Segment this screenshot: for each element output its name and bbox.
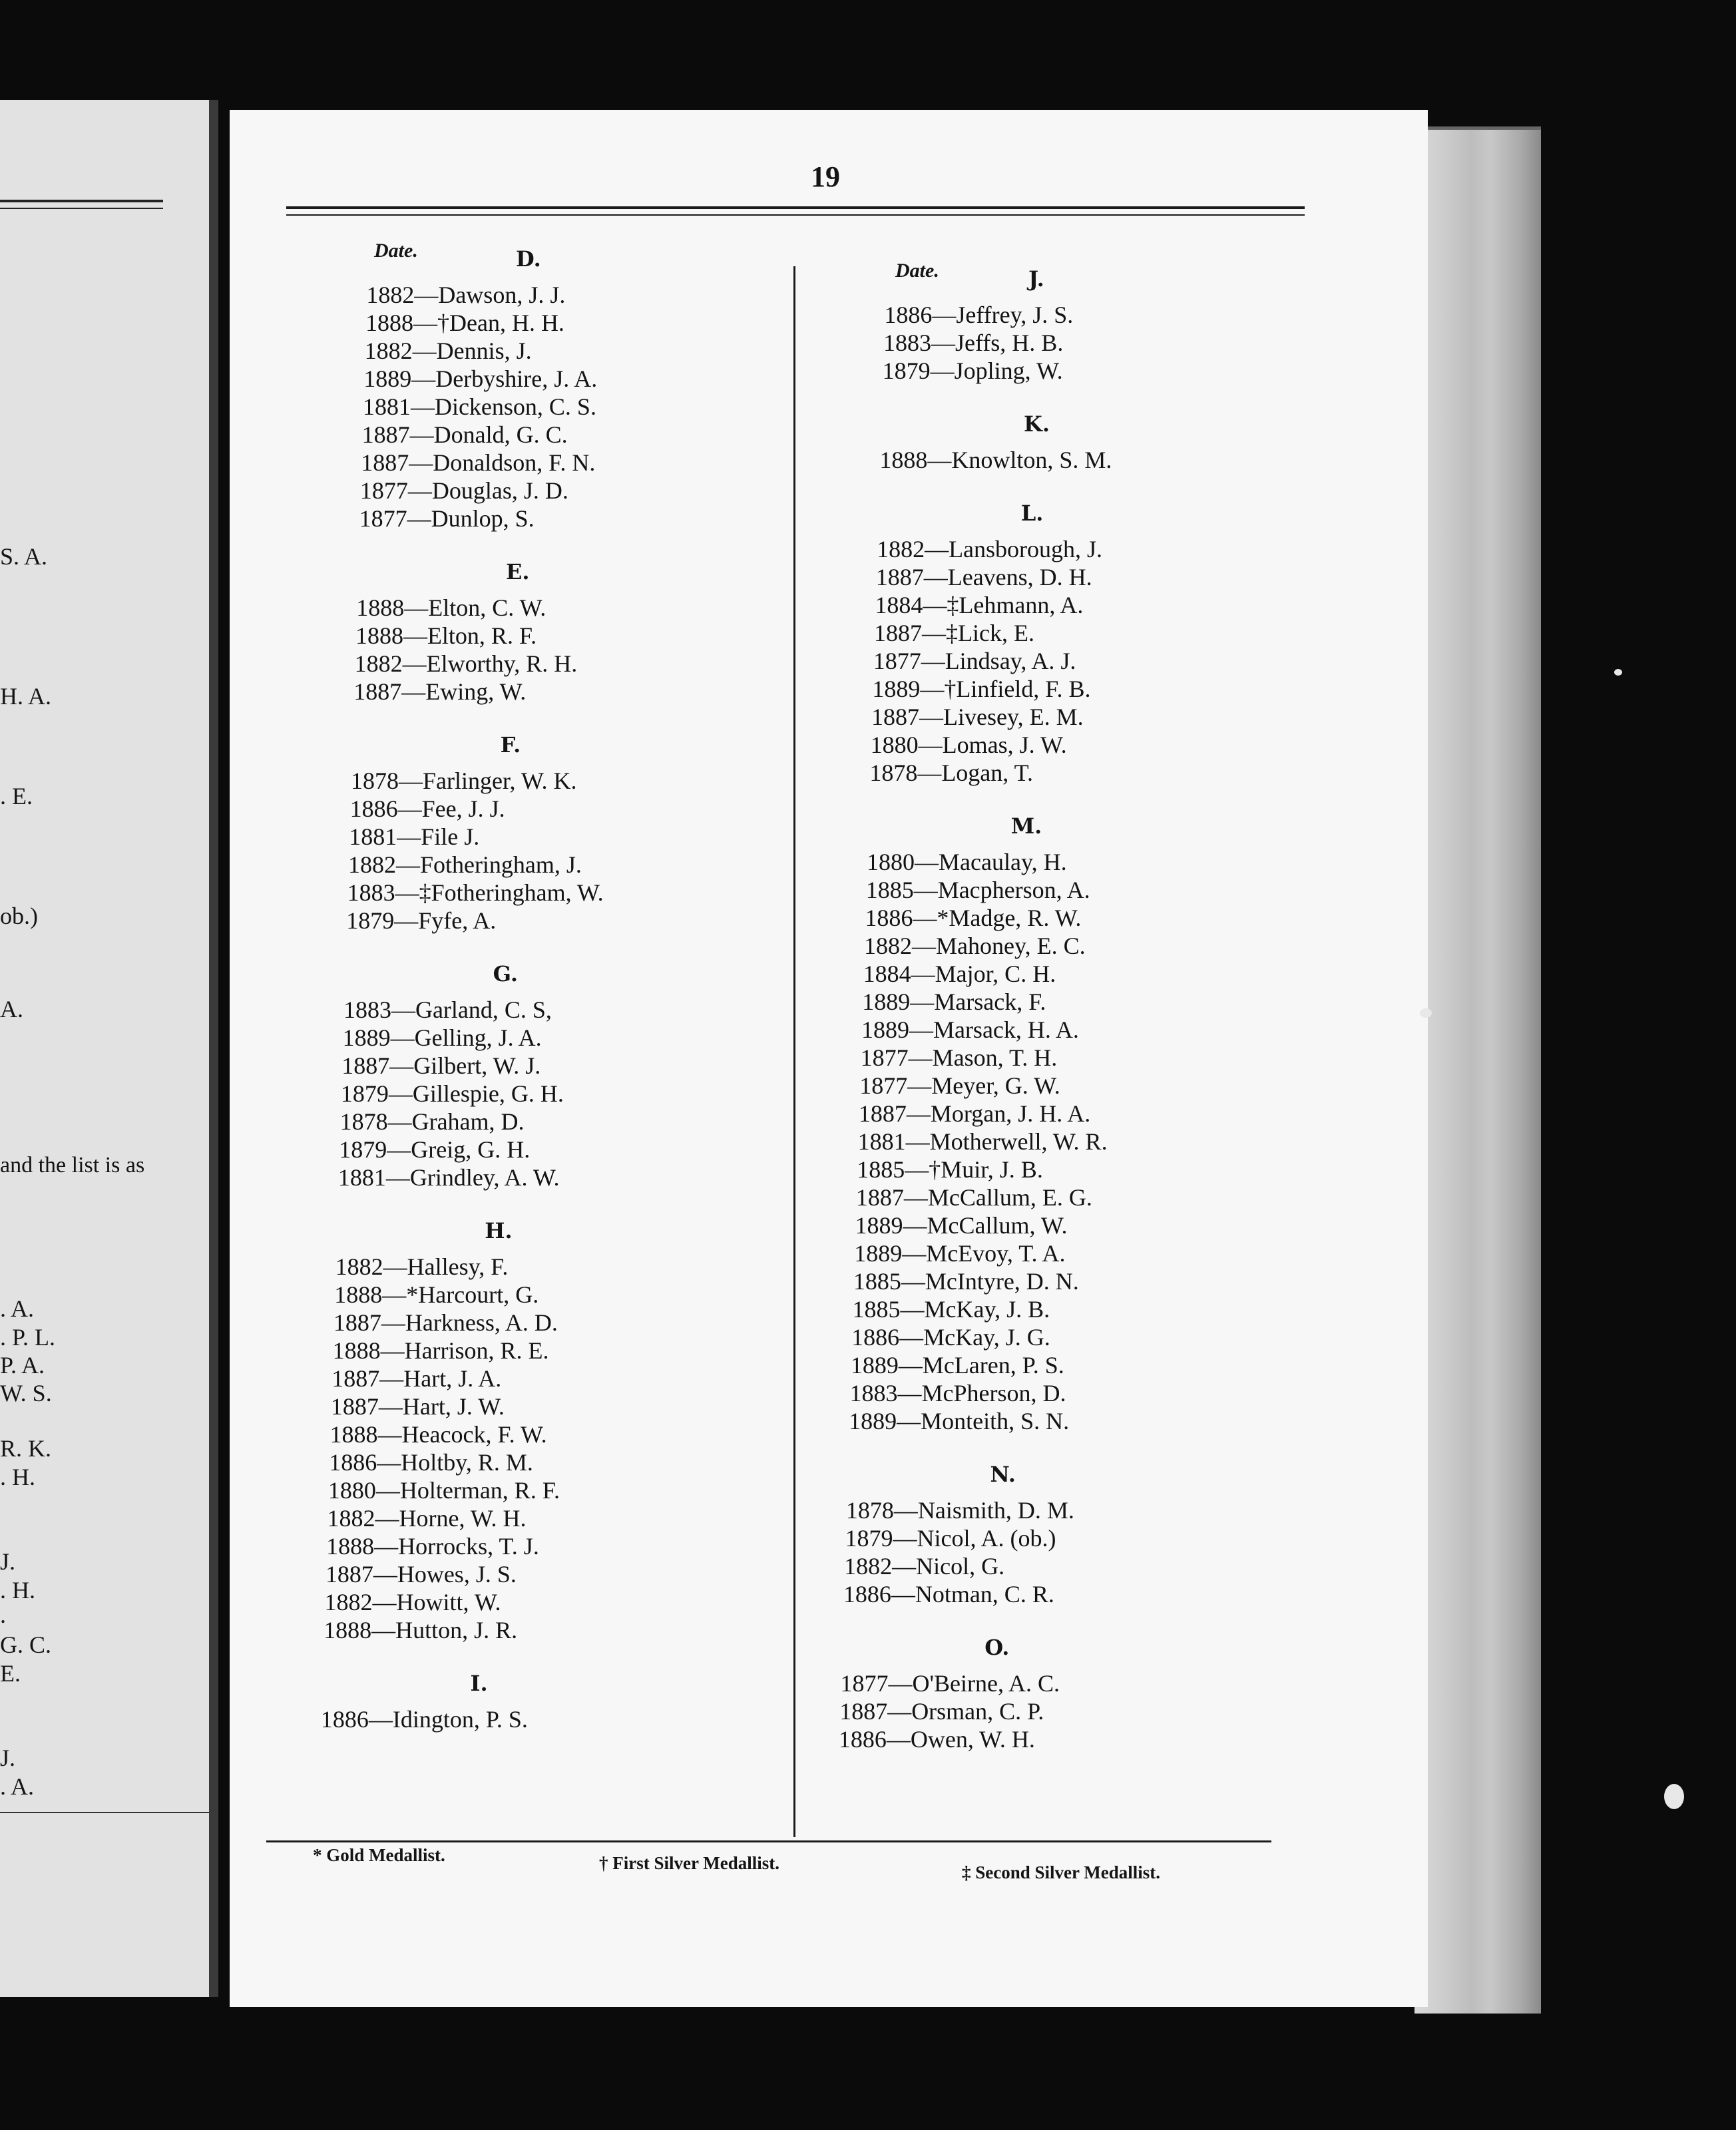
register-entry: 1888—*Harcourt, G. <box>334 1281 539 1308</box>
left-fragment: J. <box>0 1745 16 1771</box>
register-entry: 1889—Monteith, S. N. <box>849 1408 1070 1434</box>
legend-gold-medallist: * Gold Medallist. <box>313 1845 445 1865</box>
register-entry: 1889—McCallum, W. <box>855 1212 1068 1239</box>
page-number: 19 <box>811 160 840 193</box>
left-page-rule <box>0 200 163 202</box>
register-entry: 1885—†Muir, J. B. <box>857 1156 1043 1183</box>
register-entry: 1889—†Linfield, F. B. <box>872 676 1091 702</box>
section-letter: G. <box>493 961 518 986</box>
register-entry: 1881—Motherwell, W. R. <box>857 1128 1108 1155</box>
register-entry: 1881—File J. <box>349 823 480 850</box>
left-fragment: . P. L. <box>0 1324 56 1351</box>
left-fragment: J. <box>0 1548 16 1575</box>
section-letter: I. <box>470 1671 488 1696</box>
register-entry: 1878—Logan, T. <box>869 759 1033 786</box>
register-entry: 1889—Derbyshire, J. A. <box>363 365 598 392</box>
register-entry: 1882—Nicol, G. <box>844 1553 1005 1580</box>
dust-speck <box>1664 1784 1684 1809</box>
legend-second-silver-medallist: ‡ Second Silver Medallist. <box>962 1862 1161 1882</box>
section-letter: M. <box>1010 813 1042 839</box>
register-entry: 1888—†Dean, H. H. <box>365 310 564 336</box>
section-letter: F. <box>500 732 521 757</box>
register-entry: 1884—‡Lehmann, A. <box>875 592 1084 618</box>
register-entry: 1882—Fotheringham, J. <box>347 851 582 878</box>
left-fragment: ob.) <box>0 903 38 929</box>
register-entry: 1886—Fee, J. J. <box>349 795 505 822</box>
register-entry: 1888—Harrison, R. E. <box>332 1337 549 1364</box>
section-letter: L. <box>1020 501 1044 526</box>
register-entry: 1887—‡Lick, E. <box>874 620 1034 646</box>
register-entry: 1888—Hutton, J. R. <box>324 1617 518 1643</box>
section-letter: J. <box>1028 266 1044 292</box>
register-entry: 1882—Dennis, J. <box>364 337 532 364</box>
register-entry: 1888—Elton, C. W. <box>356 594 546 621</box>
previous-page <box>0 100 218 1997</box>
register-entry: 1882—Howitt, W. <box>324 1589 501 1615</box>
top-rule-thin <box>286 214 1305 216</box>
section-letter: N. <box>990 1462 1016 1487</box>
register-entry: 1880—Holterman, R. F. <box>327 1477 560 1504</box>
register-entry: 1883—McPherson, D. <box>849 1380 1066 1406</box>
register-entry: 1882—Elworthy, R. H. <box>354 650 578 677</box>
left-fragment: S. A. <box>0 543 48 570</box>
register-entry: 1886—Notman, C. R. <box>843 1581 1054 1607</box>
register-entry: 1883—Garland, C. S, <box>343 996 552 1023</box>
register-entry: 1878—Farlinger, W. K. <box>350 767 577 794</box>
register-entry: 1877—Meyer, G. W. <box>859 1072 1060 1099</box>
register-entry: 1887—Donald, G. C. <box>361 421 568 448</box>
bottom-rule <box>266 1840 1271 1842</box>
register-entry: 1878—Graham, D. <box>339 1108 525 1135</box>
left-fragment: P. A. <box>0 1352 45 1379</box>
left-fragment: . H. <box>0 1464 35 1490</box>
register-entry: 1884—Major, C. H. <box>863 960 1056 987</box>
register-entry: 1881—Grindley, A. W. <box>337 1164 560 1191</box>
register-entry: 1880—Macaulay, H. <box>867 849 1067 875</box>
register-entry: 1887—Gilbert, W. J. <box>341 1052 541 1079</box>
column-divider <box>793 266 795 1837</box>
book-gutter <box>209 100 218 1997</box>
register-entry: 1877—Douglas, J. D. <box>359 477 568 504</box>
section-letter: E. <box>505 559 530 584</box>
register-entry: 1887—Ewing, W. <box>353 678 527 705</box>
register-entry: 1877—Mason, T. H. <box>860 1044 1058 1071</box>
register-entry: 1886—Owen, W. H. <box>838 1726 1035 1753</box>
register-entry: 1885—Macpherson, A. <box>865 877 1090 903</box>
register-entry: 1889—Marsack, F. <box>862 988 1046 1015</box>
register-entry: 1888—Elton, R. F. <box>355 622 537 649</box>
register-entry: 1882—Dawson, J. J. <box>366 282 566 308</box>
register-entry: 1887—Hart, J. A. <box>331 1365 502 1392</box>
register-entry: 1881—Dickenson, C. S. <box>362 393 596 420</box>
register-entry: 1885—McIntyre, D. N. <box>853 1268 1079 1295</box>
register-entry: 1882—Lansborough, J. <box>877 536 1103 562</box>
register-entry: 1879—Fyfe, A. <box>346 907 497 934</box>
register-entry: 1886—Idington, P. S. <box>320 1706 528 1733</box>
left-fragment: . E. <box>0 783 33 809</box>
register-entry: 1886—Jeffrey, J. S. <box>884 302 1074 328</box>
register-entry: 1879—Greig, G. H. <box>339 1136 531 1163</box>
register-entry: 1888—Heacock, F. W. <box>329 1421 547 1448</box>
section-letter: H. <box>485 1218 513 1243</box>
left-fragment: . H. <box>0 1577 35 1603</box>
left-page-rule <box>0 208 163 209</box>
legend-first-silver-medallist: † First Silver Medallist. <box>599 1853 779 1873</box>
date-column-header: Date. <box>374 240 418 262</box>
date-column-header: Date. <box>895 260 939 282</box>
section-letter: D. <box>516 246 541 272</box>
register-entry: 1883—Jeffs, H. B. <box>883 329 1064 356</box>
left-fragment: . A. <box>0 1773 35 1800</box>
register-entry: 1889—Marsack, H. A. <box>861 1016 1079 1043</box>
register-entry: 1877—O'Beirne, A. C. <box>840 1670 1060 1697</box>
register-entry: 1877—Dunlop, S. <box>359 505 535 532</box>
register-entry: 1887—Leavens, D. H. <box>875 564 1092 590</box>
register-entry: 1879—Jopling, W. <box>882 357 1063 384</box>
register-entry: 1886—*Madge, R. W. <box>865 905 1082 931</box>
register-entry: 1889—McLaren, P. S. <box>850 1352 1064 1379</box>
register-entry: 1886—Holtby, R. M. <box>329 1449 533 1476</box>
register-entry: 1888—Horrocks, T. J. <box>326 1533 539 1560</box>
left-fragment: R. K. <box>0 1435 52 1462</box>
register-entry: 1887—Hart, J. W. <box>330 1393 505 1420</box>
register-entry: 1879—Nicol, A. (ob.) <box>845 1525 1056 1552</box>
left-fragment: . A. <box>0 1295 35 1322</box>
register-entry: 1887—Livesey, E. M. <box>871 704 1084 730</box>
section-letter: O. <box>984 1635 1010 1660</box>
page-fore-edge <box>1414 130 1541 2014</box>
dust-speck <box>1614 669 1622 676</box>
left-fragment: H. A. <box>0 683 52 710</box>
register-entry: 1887—Harkness, A. D. <box>333 1309 558 1336</box>
left-fragment: W. S. <box>0 1380 52 1406</box>
register-entry: 1889—McEvoy, T. A. <box>854 1240 1066 1267</box>
register-entry: 1877—Lindsay, A. J. <box>873 648 1076 674</box>
register-entry: 1887—McCallum, E. G. <box>855 1184 1092 1211</box>
register-entry: 1887—Donaldson, F. N. <box>361 449 596 476</box>
left-fragment: G. C. <box>0 1631 52 1658</box>
register-entry: 1885—McKay, J. B. <box>852 1296 1050 1323</box>
register-entry: 1882—Mahoney, E. C. <box>864 933 1086 959</box>
left-fragment: . <box>0 1601 6 1628</box>
left-fragment: E. <box>0 1660 21 1687</box>
register-entry: 1882—Hallesy, F. <box>335 1253 509 1280</box>
register-entry: 1888—Knowlton, S. M. <box>879 447 1112 473</box>
register-entry: 1882—Horne, W. H. <box>327 1505 527 1532</box>
register-entry: 1879—Gillespie, G. H. <box>340 1080 564 1107</box>
left-page-rule <box>0 1812 213 1813</box>
register-entry: 1878—Naismith, D. M. <box>845 1497 1074 1524</box>
register-entry: 1889—Gelling, J. A. <box>342 1024 542 1051</box>
top-rule <box>286 206 1305 209</box>
left-fragment: A. <box>0 996 23 1022</box>
register-entry: 1883—‡Fotheringham, W. <box>347 879 604 906</box>
section-letter: K. <box>1024 411 1050 437</box>
register-entry: 1880—Lomas, J. W. <box>870 732 1067 758</box>
dust-speck <box>1420 1008 1432 1018</box>
left-fragment: and the list is as <box>0 1153 145 1177</box>
register-entry: 1887—Orsman, C. P. <box>839 1698 1044 1725</box>
register-entry: 1887—Morgan, J. H. A. <box>858 1100 1091 1127</box>
register-entry: 1887—Howes, J. S. <box>325 1561 517 1588</box>
register-entry: 1886—McKay, J. G. <box>851 1324 1050 1351</box>
